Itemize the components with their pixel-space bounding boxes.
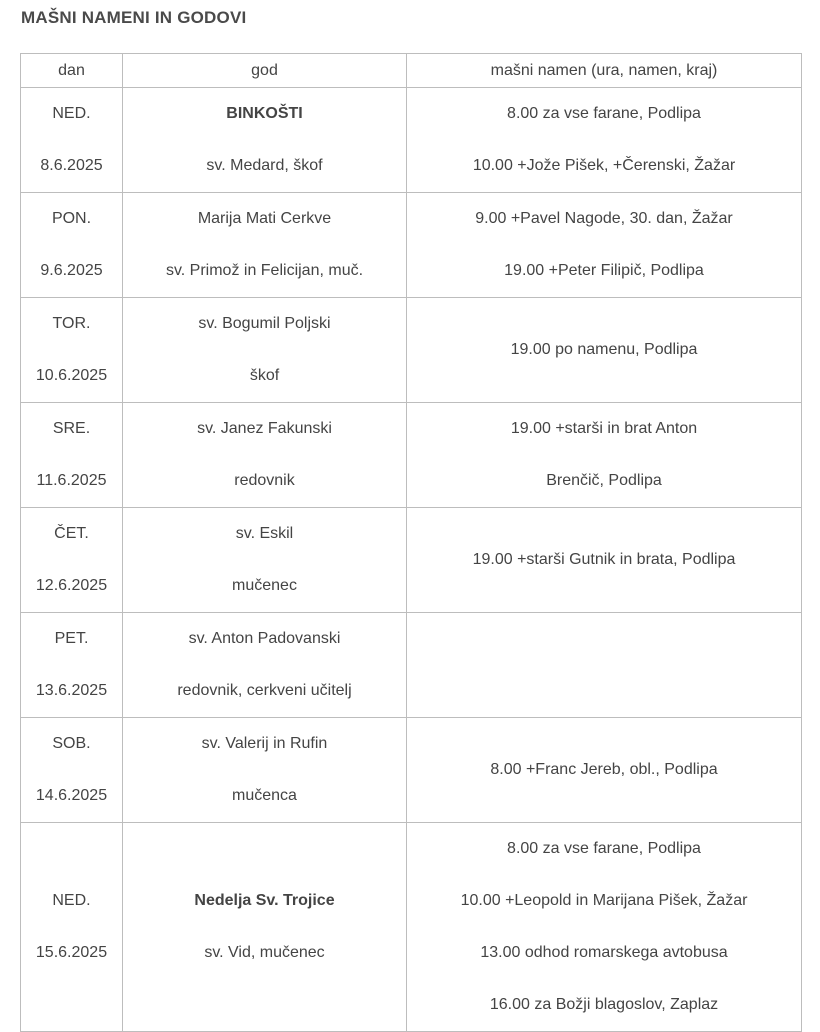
weekday-label: SRE. [52, 420, 91, 437]
date-label: 9.6.2025 [40, 262, 103, 279]
mass-intention-line: 19.00 +starši in brat Anton [510, 420, 698, 437]
feast-cell [123, 718, 407, 823]
feast-line: mučenca [232, 787, 297, 804]
weekday-label: NED. [52, 892, 91, 909]
feast-line: sv. Anton Padovanski [188, 630, 341, 647]
weekday-label: TOR. [52, 315, 91, 332]
mass-cell [407, 298, 802, 403]
feast-line: sv. Medard, škof [206, 157, 323, 174]
column-header-mass: mašni namen (ura, namen, kraj) [407, 54, 802, 88]
mass-cell [407, 88, 802, 193]
table-header-row [21, 54, 802, 88]
date-label: 11.6.2025 [36, 472, 107, 489]
weekday-label: ČET. [54, 525, 89, 542]
mass-intention-line: 10.00 +Jože Pišek, +Čerenski, Žažar [472, 157, 736, 174]
mass-cell [407, 193, 802, 298]
table-row [21, 88, 802, 193]
table-row [21, 403, 802, 508]
feast-cell [123, 88, 407, 193]
weekday-label: NED. [52, 105, 91, 122]
mass-cell [407, 718, 802, 823]
mass-intention-line: 19.00 +starši Gutnik in brata, Podlipa [472, 551, 736, 568]
date-label: 12.6.2025 [35, 577, 108, 594]
feast-line: sv. Primož in Felicijan, muč. [165, 262, 364, 279]
day-cell [21, 298, 123, 403]
feast-cell [123, 403, 407, 508]
date-label: 15.6.2025 [35, 944, 108, 961]
mass-intention-line: Brenčič, Podlipa [546, 472, 662, 489]
mass-cell [407, 823, 802, 1032]
table-row [21, 823, 802, 1032]
feast-line: redovnik [234, 472, 295, 489]
feast-line: sv. Valerij in Rufin [201, 735, 328, 752]
date-label: 14.6.2025 [35, 787, 108, 804]
mass-intention-line: 10.00 +Leopold in Marijana Pišek, Žažar [460, 892, 748, 909]
table-row [21, 508, 802, 613]
weekday-label: SOB. [52, 735, 91, 752]
mass-intention-line: 8.00 +Franc Jereb, obl., Podlipa [490, 761, 718, 778]
feast-cell [123, 298, 407, 403]
mass-intention-line: 13.00 odhod romarskega avtobusa [480, 944, 728, 961]
feast-cell [123, 193, 407, 298]
feast-line: Nedelja Sv. Trojice [194, 892, 335, 909]
day-cell [21, 88, 123, 193]
day-cell [21, 613, 123, 718]
table-row [21, 193, 802, 298]
page-title: MAŠNI NAMENI IN GODOVI [21, 8, 247, 27]
mass-intention-line: 8.00 za vse farane, Podlipa [507, 105, 701, 122]
mass-intention-line: 8.00 za vse farane, Podlipa [507, 840, 701, 857]
date-label: 8.6.2025 [40, 157, 103, 174]
feast-line: BINKOŠTI [226, 105, 303, 122]
table-row [21, 613, 802, 718]
mass-intention-line: 19.00 +Peter Filipič, Podlipa [504, 262, 704, 279]
feast-line: škof [249, 367, 280, 384]
feast-line: sv. Janez Fakunski [197, 420, 332, 437]
feast-line: sv. Eskil [235, 525, 294, 542]
feast-line: Marija Mati Cerkve [197, 210, 332, 227]
table-row [21, 298, 802, 403]
day-cell [21, 403, 123, 508]
day-cell [21, 823, 123, 1032]
day-cell [21, 508, 123, 613]
schedule-table [20, 53, 802, 1032]
table-row [21, 718, 802, 823]
feast-line: sv. Vid, mučenec [204, 944, 325, 961]
mass-cell [407, 403, 802, 508]
day-cell [21, 718, 123, 823]
feast-cell [123, 823, 407, 1032]
mass-cell [407, 508, 802, 613]
feast-line: mučenec [232, 577, 297, 594]
mass-cell [407, 613, 802, 718]
date-label: 13.6.2025 [35, 682, 108, 699]
feast-cell [123, 613, 407, 718]
weekday-label: PET. [54, 630, 89, 647]
column-header-feast: god [123, 54, 407, 88]
feast-line: sv. Bogumil Poljski [198, 315, 331, 332]
day-cell [21, 193, 123, 298]
date-label: 10.6.2025 [35, 367, 108, 384]
column-header-day: dan [21, 54, 123, 88]
mass-intention-line: 16.00 za Božji blagoslov, Zaplaz [489, 996, 719, 1013]
feast-cell [123, 508, 407, 613]
mass-intention-line: 19.00 po namenu, Podlipa [510, 341, 698, 358]
feast-line: redovnik, cerkveni učitelj [177, 682, 352, 699]
weekday-label: PON. [51, 210, 92, 227]
mass-intention-line: 9.00 +Pavel Nagode, 30. dan, Žažar [475, 210, 733, 227]
schedule-body [21, 88, 802, 1032]
